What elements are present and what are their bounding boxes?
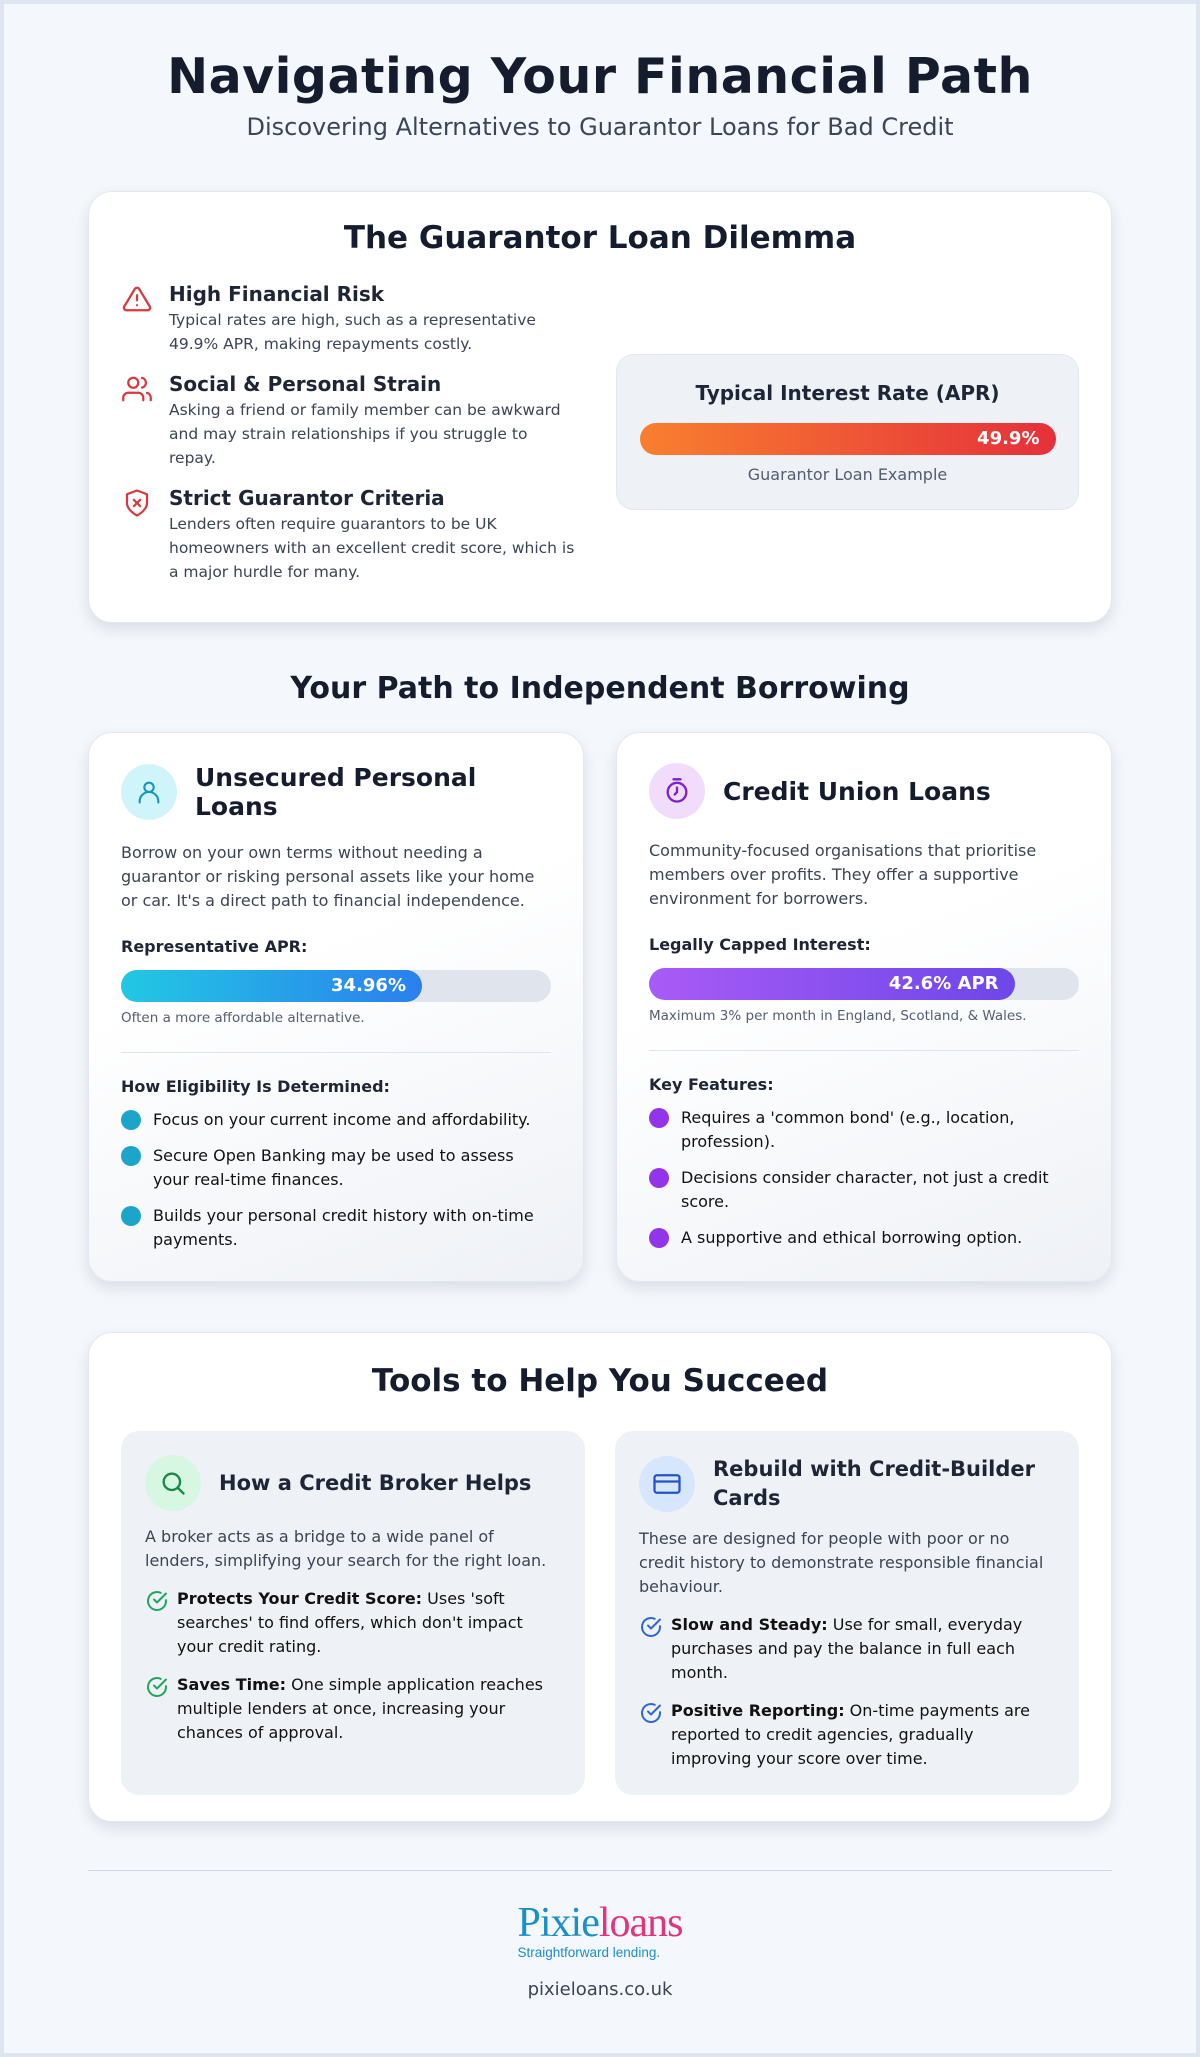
logo-word-pixie: Pixie — [517, 1900, 599, 1946]
list-item — [121, 1108, 551, 1132]
list-item — [121, 1144, 551, 1192]
tool-point — [145, 1587, 561, 1659]
list-item-text: Secure Open Banking may be used to assess your real-time finances. — [153, 1146, 514, 1189]
warning-triangle-icon — [121, 282, 169, 356]
header — [88, 4, 1112, 141]
dilemma-title: The Guarantor Loan Dilemma — [343, 220, 857, 256]
list-item — [649, 1106, 1079, 1154]
risk-title: Strict Guarantor Criteria — [169, 486, 445, 510]
rate-box-caption: Guarantor Loan Example — [747, 465, 948, 484]
risk-item — [121, 486, 576, 584]
user-icon — [121, 764, 177, 820]
rate-box-title: Typical Interest Rate (APR) — [695, 381, 1000, 405]
pixieloans-logo[interactable] — [518, 1901, 683, 1960]
shield-x-icon — [121, 486, 169, 584]
tools-card — [88, 1332, 1112, 1822]
list-item-text: Builds your personal credit history with on-time payments. — [153, 1206, 534, 1249]
tool-point — [145, 1673, 561, 1745]
list-title: Key Features: — [649, 1075, 774, 1094]
bullet-dot — [649, 1228, 669, 1248]
interest-rate-box — [616, 354, 1079, 510]
check-circle-icon — [145, 1587, 177, 1659]
broker-panel — [121, 1431, 585, 1795]
clock-icon — [649, 763, 705, 819]
option-title: Unsecured Personal Loans — [195, 763, 477, 821]
credit-card-icon — [639, 1456, 695, 1512]
logo-tagline: Straightforward lending. — [517, 1945, 661, 1960]
risk-text: Asking a friend or family member can be awkward and may strain relationships if you struggle to repay. — [169, 401, 561, 467]
logo-word-loans: loans — [598, 1900, 683, 1946]
apr-note: Often a more affordable alternative. — [121, 1010, 365, 1026]
apr-track — [649, 968, 1079, 1000]
path-title: Your Path to Independent Borrowing — [290, 671, 910, 706]
bullet-dot — [649, 1108, 669, 1128]
list-item-text: Requires a 'common bond' (e.g., location, profession). — [681, 1108, 1015, 1151]
option-description: Community-focused organisations that prioritise members over profits. They offer a supportive environment for borrowers. — [649, 841, 1037, 908]
apr-note: Maximum 3% per month in England, Scotland, & Wales. — [649, 1008, 1027, 1024]
risk-item — [121, 282, 576, 356]
list-item-text: Focus on your current income and affordability. — [153, 1110, 531, 1129]
check-circle-icon — [639, 1613, 671, 1685]
apr-label: Legally Capped Interest: — [649, 935, 871, 954]
footer-url[interactable]: pixieloans.co.uk — [527, 1979, 673, 2000]
point-title: Positive Reporting: — [671, 1701, 845, 1720]
tool-description: A broker acts as a bridge to a wide panel of lenders, simplifying your search for the right loan. — [145, 1527, 547, 1570]
list-title: How Eligibility Is Determined: — [121, 1077, 390, 1096]
tool-description: These are designed for people with poor or no credit history to demonstrate responsible financial behaviour. — [639, 1529, 1044, 1596]
page-subtitle: Discovering Alternatives to Guarantor Loans for Bad Credit — [246, 113, 954, 141]
apr-track — [121, 970, 551, 1002]
credit-builder-panel — [615, 1431, 1079, 1795]
option-description: Borrow on your own terms without needing a guarantor or risking personal assets like your home or car. It's a direct path to financial independence. — [121, 843, 535, 910]
tool-title: How a Credit Broker Helps — [219, 1470, 532, 1495]
point-title: Saves Time: — [177, 1675, 287, 1694]
risk-item — [121, 372, 576, 470]
bullet-dot — [121, 1146, 141, 1166]
list-item-text: A supportive and ethical borrowing option. — [681, 1228, 1023, 1247]
check-circle-icon — [145, 1673, 177, 1745]
divider — [649, 1050, 1079, 1051]
apr-label: Representative APR: — [121, 937, 308, 956]
divider — [121, 1052, 551, 1053]
bullet-dot — [121, 1206, 141, 1226]
risk-text: Typical rates are high, such as a representative 49.9% APR, making repayments costly. — [169, 311, 536, 353]
point-text: Use for small, everyday purchases and pay the balance in full each month. — [671, 1615, 1023, 1682]
apr-bar: 49.9% — [640, 423, 1056, 455]
risk-title: Social & Personal Strain — [169, 372, 442, 396]
tool-title: Rebuild with Credit-Builder Cards — [713, 1457, 1036, 1510]
list-item — [649, 1226, 1079, 1250]
check-circle-icon — [639, 1699, 671, 1771]
point-text: One simple application reaches multiple lenders at once, increasing your chances of approval. — [177, 1675, 543, 1742]
apr-fill: 42.6% APR — [649, 968, 1015, 1000]
risk-list — [121, 282, 576, 600]
tools-title: Tools to Help You Succeed — [371, 1363, 829, 1399]
apr-fill: 34.96% — [121, 970, 422, 1002]
point-text: On-time payments are reported to credit agencies, gradually improving your score over time. — [671, 1701, 1030, 1768]
point-title: Protects Your Credit Score: — [177, 1589, 423, 1608]
users-icon — [121, 372, 169, 470]
option-title: Credit Union Loans — [723, 776, 991, 806]
tool-point — [639, 1613, 1055, 1685]
search-icon — [145, 1455, 201, 1511]
risk-title: High Financial Risk — [169, 282, 385, 306]
bullet-dot — [649, 1168, 669, 1188]
risk-text: Lenders often require guarantors to be UK homeowners with an excellent credit score, which is a major hurdle for many. — [169, 515, 575, 581]
list-item — [649, 1166, 1079, 1214]
point-title: Slow and Steady: — [671, 1615, 828, 1634]
list-item-text: Decisions consider character, not just a credit score. — [681, 1168, 1049, 1211]
point-text: Uses 'soft searches' to find offers, which don't impact your credit rating. — [177, 1589, 523, 1656]
page-title: Navigating Your Financial Path — [167, 48, 1033, 105]
footer — [88, 1871, 1112, 2000]
unsecured-loans-card — [88, 732, 584, 1282]
bullet-dot — [121, 1110, 141, 1130]
guarantor-dilemma-card — [88, 191, 1112, 623]
list-item — [121, 1204, 551, 1252]
tool-point — [639, 1699, 1055, 1771]
credit-union-card — [616, 732, 1112, 1282]
